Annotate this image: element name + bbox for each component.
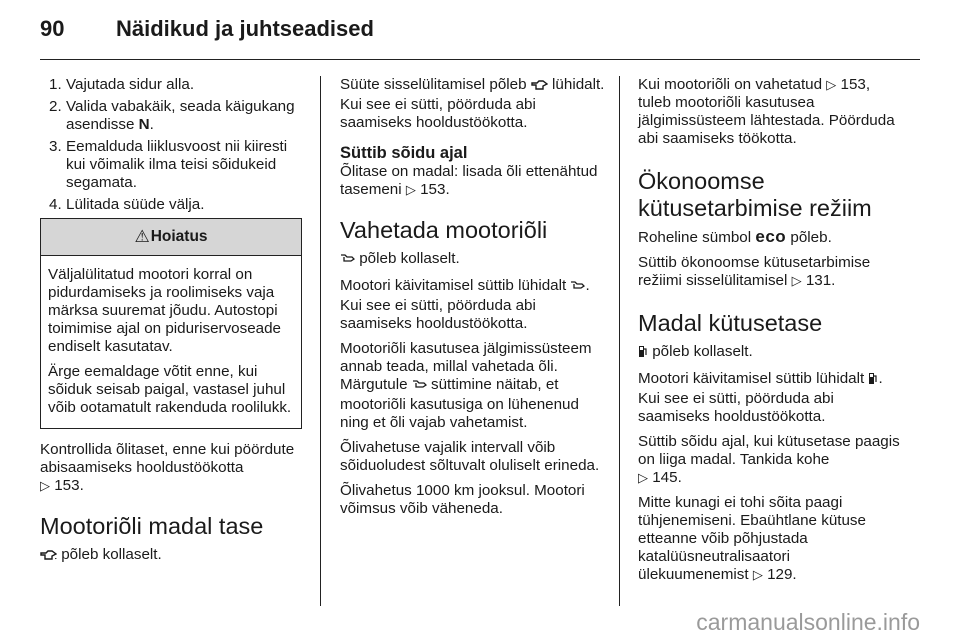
- subheading: Süttib sõidu ajal: [340, 144, 468, 162]
- oil-change-icon: [340, 252, 355, 270]
- chapter-title: Näidikud ja juhtseadised: [116, 16, 374, 41]
- paragraph: Mitte kunagi ei tohi sõita paagi tühjenemiseni. Ebaühtlane kütuse etteanne võib põhjustada katalüüsneutralisaatori ülekuumenemist ▷ 129.: [638, 494, 866, 583]
- paragraph: Kontrollida õlitaset, enne kui pöördute abisaamiseks hooldustöökotta ▷ 153.: [40, 441, 295, 494]
- page-header: [40, 16, 374, 48]
- list-item: 1. Vajutada sidur alla.: [49, 76, 195, 93]
- paragraph: Süttib sõidu ajal, kui kütusetase paagis on liiga madal. Tankida kohe ▷ 145.: [638, 433, 900, 486]
- section-heading: Madal kütusetase: [638, 310, 823, 336]
- page-ref-icon: ▷: [40, 478, 50, 493]
- column-divider: [619, 76, 620, 606]
- paragraph: Mootori käivitamisel süttib lühidalt . Kui see ei sütti, pöörduda abi saamiseks hooldustöökotta.: [340, 277, 590, 332]
- paragraph: Õlivahetus 1000 km jooksul. Mootori võimsus võib väheneda.: [340, 482, 585, 517]
- list-item: 4. Lülitada süüde välja.: [49, 196, 205, 213]
- column-left: [40, 76, 302, 573]
- warning-body: Väljalülitatud mootori korral on pidurdamiseks ja roolimiseks vaja märksa suuremat jõudu. Autostopi toimimise ajal on piduriservoseade endiselt kasutatav. Ärge eemaldage võtit enne, kui sõiduk seisab paigal, vastasel juhul võib ootamatult rakenduda roolilukk.: [48, 266, 292, 416]
- section-heading: Mootoriõli madal tase: [40, 513, 264, 539]
- paragraph: põleb kollaselt.: [340, 250, 605, 270]
- oil-change-icon: [412, 378, 427, 396]
- paragraph: põleb kollaselt.: [638, 343, 903, 363]
- list-item: 2. Valida vabakäik, seada käigukang asendisse N.: [49, 98, 295, 133]
- page-ref-icon: ▷: [638, 470, 648, 485]
- warning-title: ⚠ Hoiatus: [41, 219, 301, 256]
- column-middle: [340, 76, 605, 525]
- fuel-pump-icon: [868, 372, 878, 390]
- warning-triangle-icon: ⚠: [134, 227, 150, 246]
- paragraph: Õlivahetuse vajalik intervall võib sõiduoludest sõltuvalt oluliselt erineda.: [340, 439, 600, 474]
- paragraph: Süüte sisselülitamisel põleb lühidalt. Kui see ei sütti, pöörduda abi saamiseks hooldustöökotta.: [340, 76, 605, 131]
- watermark: carmanualsonline.info: [696, 609, 920, 635]
- paragraph: Mootoriõli kasutusea jälgimissüsteem annab teada, millal vahetada õli. Märgutule süttimine näitab, et mootoriõli kasutusiga on lühenenud ning et õli vajab vahetamist.: [340, 340, 592, 431]
- oil-pressure-icon: [40, 548, 57, 566]
- paragraph: Mootori käivitamisel süttib lühidalt . Kui see ei sütti, pöörduda abi saamiseks hooldustöökotta.: [638, 370, 883, 425]
- list-item: 3. Eemalduda liiklusvoost nii kiiresti kui võimalik ilma teisi sõidukeid segamata.: [49, 138, 288, 191]
- section-heading: Ökonoomse kütusetarbimise režiim: [638, 168, 872, 221]
- header-divider: [40, 59, 920, 60]
- page-ref-icon: ▷: [752, 567, 763, 582]
- eco-icon: eco: [755, 227, 787, 246]
- page-ref-icon: ▷: [791, 273, 802, 288]
- page-ref-icon: ▷: [826, 77, 837, 92]
- paragraph: Kui mootoriõli on vahetatud ▷ 153, tuleb mootoriõli kasutusea jälgimissüsteem lähtestada. Pöörduda abi saamiseks töökotta.: [638, 76, 895, 147]
- paragraph: Roheline sümbol eco põleb.: [638, 227, 832, 246]
- paragraph: põleb kollaselt.: [40, 546, 302, 566]
- oil-pressure-icon: [531, 78, 548, 96]
- section-heading: Vahetada mootoriõli: [340, 217, 548, 243]
- fuel-pump-icon: [638, 345, 648, 363]
- column-divider: [320, 76, 321, 606]
- warning-box: [40, 218, 302, 429]
- page-ref-icon: ▷: [405, 182, 416, 197]
- paragraph: Süttib ökonoomse kütusetarbimise režiimi sisselülitamisel ▷ 131.: [638, 254, 871, 289]
- paragraph: Õlitase on madal: lisada õli ettenähtud tasemeni ▷ 153.: [340, 163, 598, 198]
- steps-list: [40, 76, 302, 214]
- page-number: 90: [40, 16, 65, 41]
- column-right: [638, 76, 903, 591]
- oil-change-icon: [570, 279, 585, 297]
